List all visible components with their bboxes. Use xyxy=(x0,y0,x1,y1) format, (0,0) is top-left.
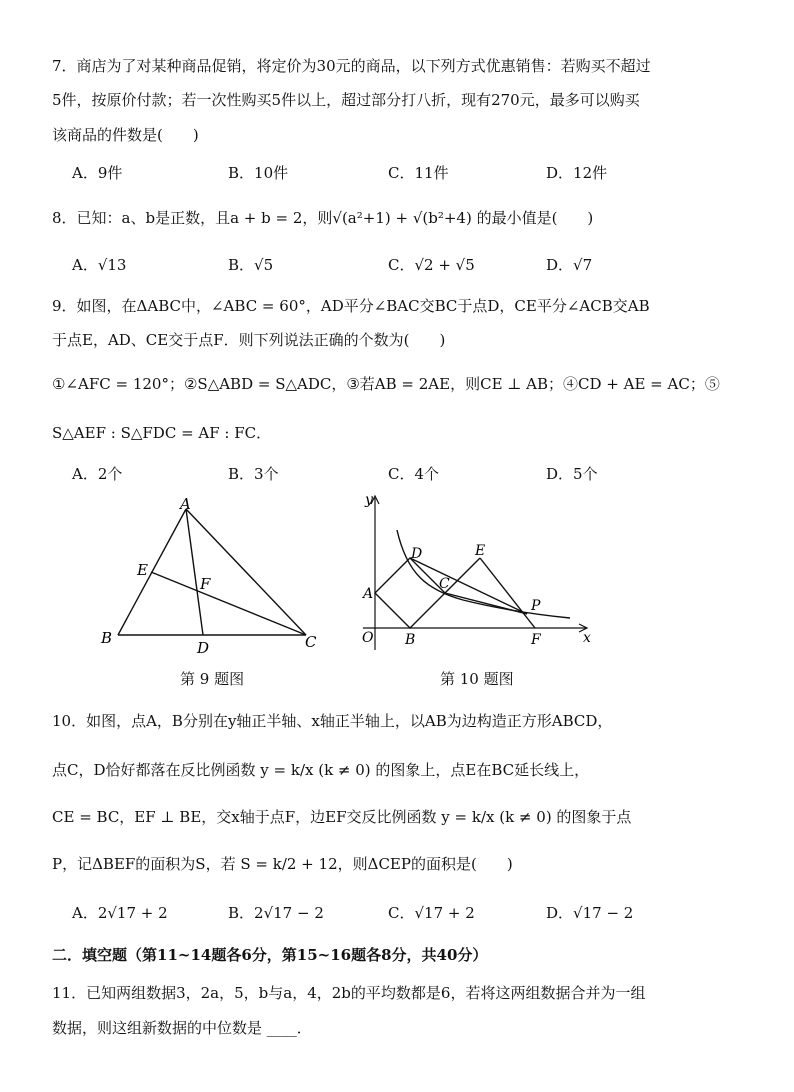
label-b: B xyxy=(405,632,416,648)
q9-option-c: C．4个 xyxy=(388,465,440,483)
section-2-title: 二．填空题（第11~14题各6分，第15~16题各8分，共40分） xyxy=(52,946,488,964)
label-b: B xyxy=(101,629,113,647)
label-c: C xyxy=(305,633,317,651)
q8-option-c: C．√2 + √5 xyxy=(388,256,475,274)
q7-option-c: C．11件 xyxy=(388,164,449,182)
label-f: F xyxy=(531,632,541,648)
label-c: C xyxy=(439,576,450,592)
segment-ad xyxy=(186,509,203,635)
q8-option-d: D．√7 xyxy=(546,256,593,274)
q7-options xyxy=(72,162,772,184)
q9-option-a: A．2个 xyxy=(72,465,123,483)
q9-line-1: 9．如图，在ΔABC中，∠ABC = 60°，AD平分∠BAC交BC于点D，CE平分∠ACB交AB xyxy=(52,297,650,315)
side-ac xyxy=(186,509,306,635)
q10-option-c: C．√17 + 2 xyxy=(388,904,475,922)
q11-line-1: 11．已知两组数据3，2a，5，b与a，4，2b的平均数都是6，若将这两组数据合并为一组 xyxy=(52,984,646,1002)
q9-line-3: ①∠AFC = 120°；②S△ABD = S△ADC，③若AB = 2AE，则CE ⊥ AB；④CD + AE = AC；⑤ xyxy=(52,375,720,393)
q11-line-2: 数据，则这组新数据的中位数是 ____． xyxy=(52,1019,312,1037)
figure-10-caption: 第 10 题图 xyxy=(440,670,514,688)
q10-option-d: D．√17 − 2 xyxy=(546,904,634,922)
label-d: D xyxy=(411,546,423,562)
label-o: O xyxy=(362,630,374,646)
q9-line-2: 于点E，AD、CE交于点F．则下列说法正确的个数为( ) xyxy=(52,331,446,349)
segment-dp xyxy=(410,558,527,614)
segment-ce xyxy=(445,558,480,593)
q7-option-d: D．12件 xyxy=(546,164,608,182)
q10-line-1: 10．如图，点A，B分别在y轴正半轴、x轴正半轴上，以AB为边构造正方形ABCD， xyxy=(52,712,613,730)
q10-options xyxy=(72,902,772,924)
segment-ef xyxy=(480,558,535,628)
q8-option-b: B．√5 xyxy=(228,256,274,274)
q9-options xyxy=(72,463,772,485)
label-f: F xyxy=(200,575,211,593)
label-d: D xyxy=(197,639,210,657)
q10-option-b: B．2√17 − 2 xyxy=(228,904,324,922)
q7-line-3: 该商品的件数是( ) xyxy=(52,126,199,144)
q7-line-1: 7．商店为了对某种商品促销，将定价为30元的商品，以下列方式优惠销售：若购买不超过 xyxy=(52,57,651,75)
q10-line-2: 点C，D恰好都落在反比例函数 y = k/x (k ≠ 0) 的图象上，点E在BC延长线上， xyxy=(52,761,590,779)
q8-options xyxy=(72,254,772,276)
label-e: E xyxy=(475,543,486,559)
q9-option-b: B．3个 xyxy=(228,465,279,483)
label-e: E xyxy=(137,561,148,579)
figure-10-coordinate-plane xyxy=(355,490,600,660)
segment-ce xyxy=(151,572,306,635)
q8-option-a: A．√13 xyxy=(72,256,127,274)
segment-cp xyxy=(445,593,527,614)
q9-line-4: S△AEF : S△FDC = AF : FC． xyxy=(52,424,272,442)
q10-line-4: P，记ΔBEF的面积为S，若 S = k/2 + 12，则ΔCEP的面积是( ) xyxy=(52,855,513,873)
q7-option-a: A．9件 xyxy=(72,164,123,182)
q9-option-d: D．5个 xyxy=(546,465,598,483)
label-a: A xyxy=(363,586,374,602)
q10-option-a: A．2√17 + 2 xyxy=(72,904,168,922)
label-p: P xyxy=(531,598,541,614)
q10-line-3: CE = BC，EF ⊥ BE，交x轴于点F，边EF交反比例函数 y = k/x (k ≠ 0) 的图象于点 xyxy=(52,808,632,826)
q7-line-2: 5件，按原价付款；若一次性购买5件以上，超过部分打八折，现有270元，最多可以购买 xyxy=(52,91,640,109)
label-a: A xyxy=(180,495,191,513)
label-x: x xyxy=(583,630,591,646)
label-y: y xyxy=(365,492,373,508)
figure-9-triangle xyxy=(95,495,330,660)
q8-line-1: 8．已知：a、b是正数，且a + b = 2，则√(a²+1) + √(b²+4) 的最小值是( ) xyxy=(52,209,594,227)
q7-option-b: B．10件 xyxy=(228,164,289,182)
square-abcd xyxy=(375,558,445,628)
figure-9-caption: 第 9 题图 xyxy=(180,670,245,688)
